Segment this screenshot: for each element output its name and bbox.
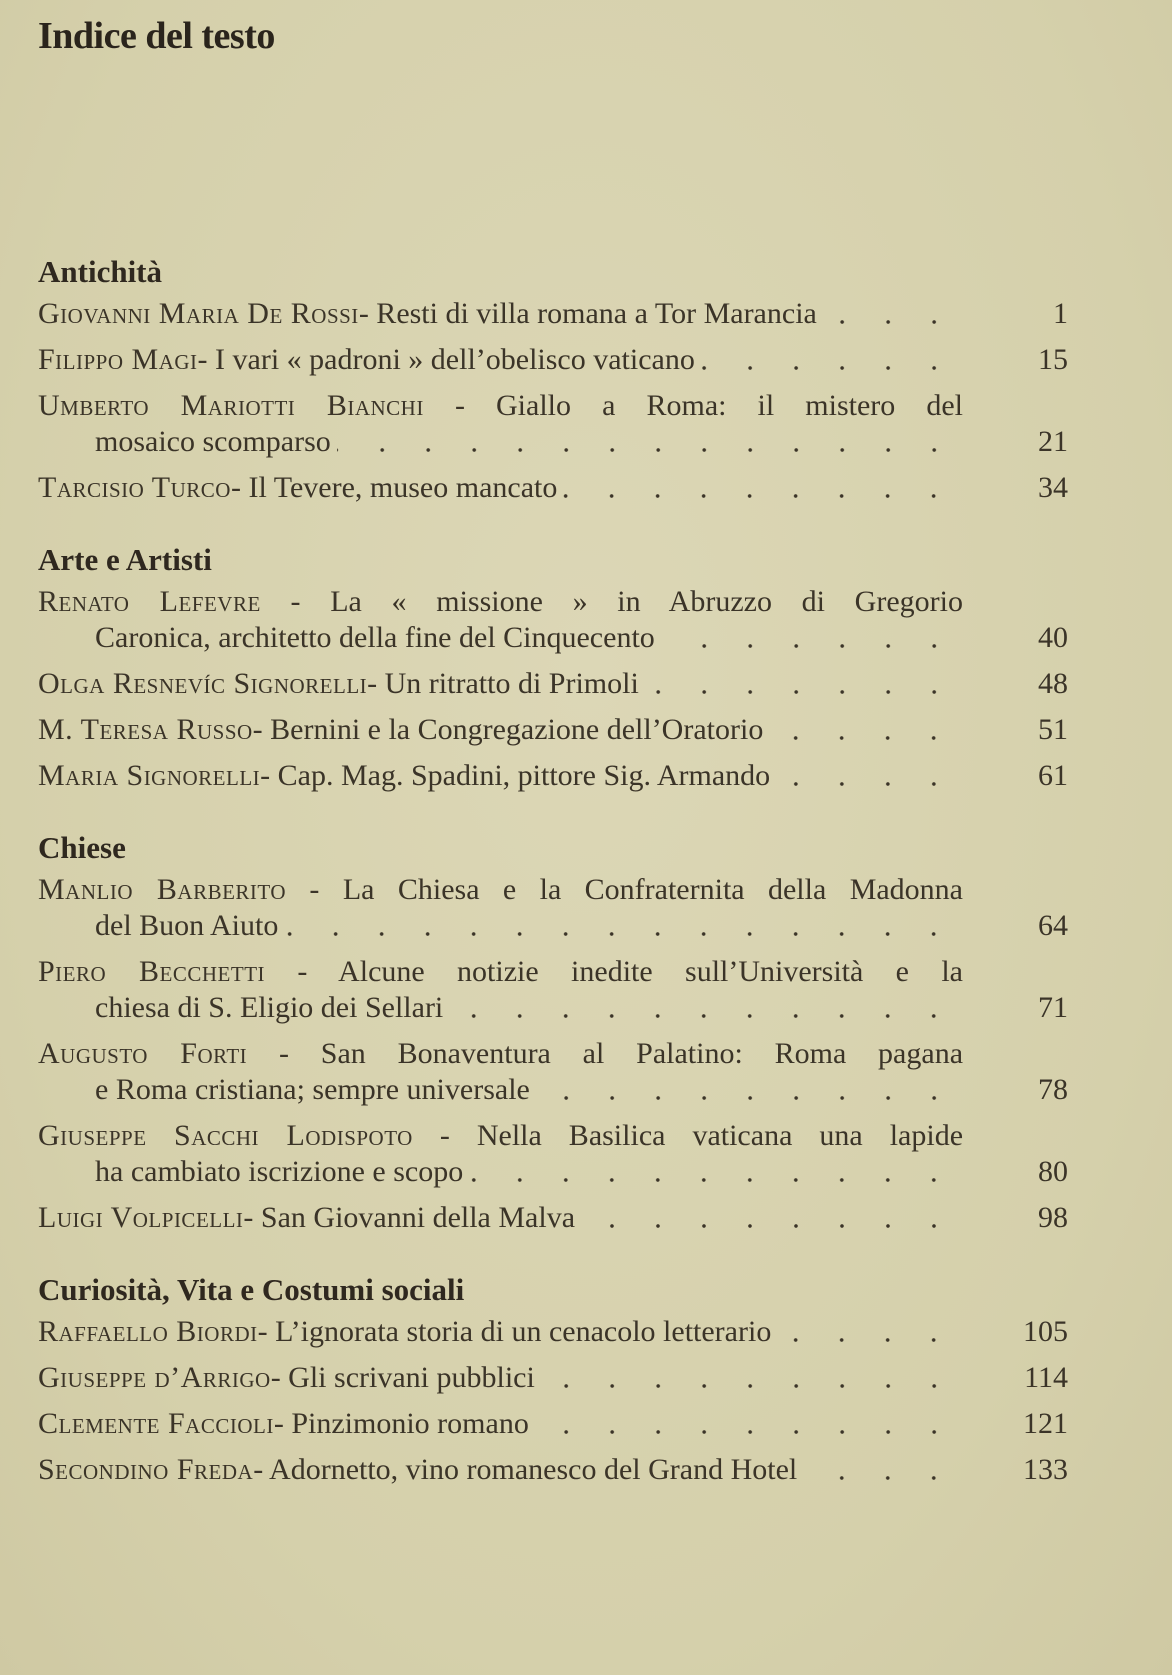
toc-entry xyxy=(38,296,1068,332)
entry-title-continued: chiesa di S. Eligio dei Sellari xyxy=(95,991,444,1024)
table-of-contents xyxy=(38,248,1068,1518)
entry-title: - Nella Basilica vaticana una lapide xyxy=(412,1119,964,1152)
page-number: 21 xyxy=(1038,425,1068,458)
entry-title-continued: del Buon Aiuto xyxy=(95,909,279,942)
entry-author: Piero Becchetti xyxy=(38,955,266,988)
entry-line xyxy=(38,712,963,748)
entry-author: Olga Resnevíc Signorelli xyxy=(38,667,368,700)
leader-dots xyxy=(284,908,957,944)
page-number: 1 xyxy=(1053,297,1068,330)
entry-line xyxy=(38,1314,963,1350)
entry-title: - Cap. Mag. Spadini, pittore Sig. Armando xyxy=(260,759,771,792)
leader-dots xyxy=(769,712,957,748)
entry-author: Tarcisio Turco xyxy=(38,471,231,504)
entry-author: Renato Lefevre xyxy=(38,585,261,618)
toc-entry xyxy=(38,666,1068,702)
section-heading: Chiese xyxy=(38,830,126,865)
leader-dots xyxy=(535,1406,957,1442)
toc-entry xyxy=(38,1036,1068,1108)
entry-author: Giovanni Maria De Rossi xyxy=(38,297,359,330)
entry-title: - San Giovanni della Malva xyxy=(243,1201,576,1234)
page-number: 15 xyxy=(1038,343,1068,376)
leader-dots xyxy=(536,1072,957,1108)
toc-entry xyxy=(38,388,1068,460)
leader-dots xyxy=(449,990,957,1026)
toc-entry xyxy=(38,584,1068,656)
entry-title-continued: ha cambiato iscrizione e scopo xyxy=(95,1155,464,1188)
entry-line xyxy=(38,1360,963,1396)
entry-author: Giuseppe d’Arrigo xyxy=(38,1361,271,1394)
entry-title: - Gli scrivani pubblici xyxy=(270,1361,535,1394)
page-number: 133 xyxy=(1023,1453,1068,1486)
page-number: 40 xyxy=(1038,621,1068,654)
page-number: 121 xyxy=(1023,1407,1068,1440)
entry-line xyxy=(38,1036,963,1072)
entry-line-continued xyxy=(38,1154,963,1190)
entry-line-continued xyxy=(38,424,963,460)
toc-entry xyxy=(38,712,1068,748)
leader-dots xyxy=(337,424,957,460)
toc-entry xyxy=(38,1452,1068,1488)
entry-line xyxy=(38,872,963,908)
leader-dots xyxy=(541,1360,957,1396)
entry-line-continued xyxy=(38,620,963,656)
toc-entry xyxy=(38,342,1068,378)
page-number: 98 xyxy=(1038,1201,1068,1234)
leader-dots xyxy=(581,1200,957,1236)
entry-line xyxy=(38,758,963,794)
entry-line xyxy=(38,388,963,424)
entry-title: - La « missione » in Abruzzo di Gregorio xyxy=(260,585,963,618)
toc-section xyxy=(38,1266,1068,1488)
leader-dots xyxy=(469,1154,957,1190)
entry-line-continued xyxy=(38,908,963,944)
leader-dots xyxy=(701,342,957,378)
entry-line xyxy=(38,1452,963,1488)
page-number: 105 xyxy=(1023,1315,1068,1348)
page-number: 34 xyxy=(1038,471,1068,504)
entry-author: Giuseppe Sacchi Lodispoto xyxy=(38,1119,413,1152)
entry-author: Maria Signorelli xyxy=(38,759,261,792)
entry-author: Raffaello Biordi xyxy=(38,1315,258,1348)
entry-title: - Alcune notizie inedite sull’Università e la xyxy=(265,955,963,988)
page-title: Indice del testo xyxy=(38,15,275,57)
entry-title: - I vari « padroni » dell’obelisco vaticano xyxy=(197,343,695,376)
entry-line xyxy=(38,1118,963,1154)
toc-entry xyxy=(38,1360,1068,1396)
section-heading: Arte e Artisti xyxy=(38,542,212,577)
leader-dots xyxy=(823,296,957,332)
toc-section xyxy=(38,248,1068,506)
entry-title-continued: Caronica, architetto della fine del Cinquecento xyxy=(95,621,655,654)
entry-line xyxy=(38,1200,963,1236)
entry-line xyxy=(38,470,963,506)
entry-title: - Bernini e la Congregazione dell’Oratorio xyxy=(252,713,764,746)
entry-line-continued xyxy=(38,1072,963,1108)
toc-entry xyxy=(38,1314,1068,1350)
toc-entry xyxy=(38,1406,1068,1442)
entry-author: Filippo Magi xyxy=(38,343,198,376)
toc-entry xyxy=(38,1200,1068,1236)
toc-entry xyxy=(38,954,1068,1026)
leader-dots xyxy=(777,1314,957,1350)
entry-author: Umberto Mariotti Bianchi xyxy=(38,389,424,422)
page-number: 48 xyxy=(1038,667,1068,700)
section-heading: Antichità xyxy=(38,254,162,289)
toc-entry xyxy=(38,1118,1068,1190)
entry-title: - Resti di villa romana a Tor Marancia xyxy=(358,297,817,330)
entry-line xyxy=(38,666,963,702)
page-number: 61 xyxy=(1038,759,1068,792)
entry-line xyxy=(38,342,963,378)
entry-title: - Giallo a Roma: il mistero del xyxy=(423,389,964,422)
entry-author: Secondino Freda xyxy=(38,1453,254,1486)
page-number: 64 xyxy=(1038,909,1068,942)
toc-entry xyxy=(38,872,1068,944)
entry-author: Augusto Forti xyxy=(38,1037,248,1070)
entry-title: - Adornetto, vino romanesco del Grand Hotel xyxy=(253,1453,798,1486)
page-number: 51 xyxy=(1038,713,1068,746)
toc-entry xyxy=(38,470,1068,506)
page-number: 80 xyxy=(1038,1155,1068,1188)
entry-line-continued xyxy=(38,990,963,1026)
toc-section xyxy=(38,824,1068,1236)
entry-title: - Il Tevere, museo mancato xyxy=(230,471,558,504)
entry-line xyxy=(38,1406,963,1442)
entry-title-continued: mosaico scomparso xyxy=(95,425,331,458)
entry-title-continued: e Roma cristiana; sempre universale xyxy=(95,1073,530,1106)
page-number: 78 xyxy=(1038,1073,1068,1106)
page-number: 71 xyxy=(1038,991,1068,1024)
leader-dots xyxy=(645,666,957,702)
leader-dots xyxy=(563,470,957,506)
page-number: 114 xyxy=(1024,1361,1068,1394)
entry-title: - L’ignorata storia di un cenacolo letterario xyxy=(257,1315,772,1348)
entry-line xyxy=(38,296,963,332)
entry-author: M. Teresa Russo xyxy=(38,713,253,746)
section-heading: Curiosità, Vita e Costumi sociali xyxy=(38,1272,465,1307)
leader-dots xyxy=(803,1452,957,1488)
entry-line xyxy=(38,584,963,620)
entry-title: - Un ritratto di Primoli xyxy=(367,667,639,700)
entry-title: - La Chiesa e la Confraternita della Madonna xyxy=(286,873,963,906)
entry-title: - San Bonaventura al Palatino: Roma pagana xyxy=(247,1037,964,1070)
leader-dots xyxy=(776,758,957,794)
leader-dots xyxy=(661,620,957,656)
toc-entry xyxy=(38,758,1068,794)
entry-author: Clemente Faccioli xyxy=(38,1407,274,1440)
entry-author: Manlio Barberito xyxy=(38,873,287,906)
entry-title: - Pinzimonio romano xyxy=(273,1407,529,1440)
entry-author: Luigi Volpicelli xyxy=(38,1201,244,1234)
entry-line xyxy=(38,954,963,990)
toc-section xyxy=(38,536,1068,794)
